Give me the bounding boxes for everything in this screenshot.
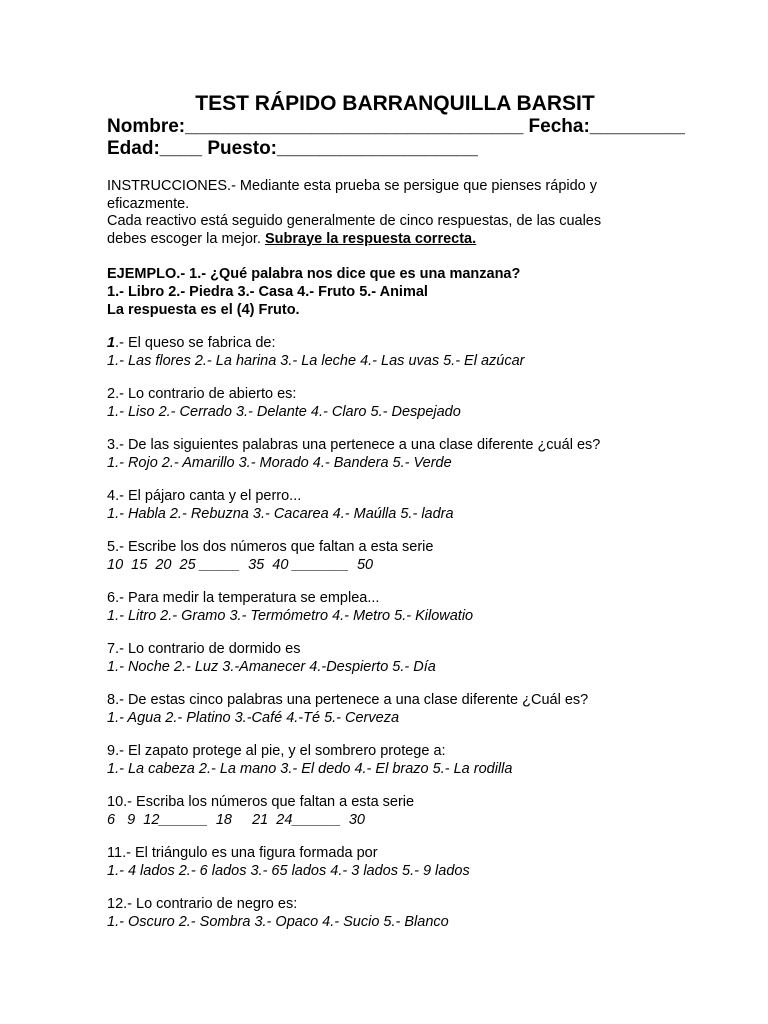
question-prompt: .- El queso se fabrica de: (115, 335, 276, 351)
answer-options[interactable]: 10 15 20 25 _____ 35 40 _______ 50 (107, 556, 374, 573)
instructions-intro: INSTRUCCIONES.- Mediante esta prueba se persigue que pienses rápido y eficazmente. (107, 178, 598, 212)
question-item (107, 335, 727, 370)
question-item (107, 488, 727, 523)
question-list (107, 335, 727, 931)
question-text (107, 590, 727, 608)
answer-options[interactable]: 1.- La cabeza 2.- La mano 3.- El dedo 4.- El brazo 5.- La rodilla (107, 760, 513, 777)
answer-options[interactable]: 1.- Liso 2.- Cerrado 3.- Delante 4.- Claro 5.- Despejado (107, 403, 461, 420)
question-number: 4 (107, 488, 116, 504)
example-question: EJEMPLO.- 1.- ¿Qué palabra nos dice que es una manzana? (107, 266, 521, 282)
question-prompt: .- De las siguientes palabras una pertenece a una clase diferente ¿cuál es? (115, 437, 601, 453)
question-text (107, 896, 727, 914)
example-options: 1.- Libro 2.- Piedra 3.- Casa 4.- Fruto 5.- Animal (107, 284, 428, 300)
question-prompt: .- El zapato protege al pie, y el sombrero protege a: (115, 743, 446, 759)
answer-options[interactable]: 1.- Noche 2.- Luz 3.-Amanecer 4.-Despierto 5.- Día (107, 658, 436, 675)
page-title: TEST RÁPIDO BARRANQUILLA BARSIT (195, 92, 595, 115)
age-position-fields: Edad:____ Puesto:___________________ (107, 138, 478, 159)
example-block (107, 265, 727, 319)
example-answer: La respuesta es el (4) Fruto. (107, 302, 300, 318)
question-text (107, 386, 727, 404)
answer-options[interactable]: 6 9 12______ 18 21 24______ 30 (107, 811, 365, 828)
question-text (107, 692, 727, 710)
answer-options[interactable]: 1.- Agua 2.- Platino 3.-Café 4.-Té 5.- Cerveza (107, 709, 400, 726)
question-prompt: .- Para medir la temperatura se emplea... (115, 590, 380, 606)
question-number: 10 (107, 794, 124, 810)
question-item (107, 590, 727, 625)
question-item (107, 539, 727, 574)
question-number: 3 (107, 437, 116, 453)
question-prompt: .- Escribe los dos números que faltan a esta serie (115, 539, 434, 555)
question-item (107, 743, 727, 778)
question-text (107, 539, 727, 557)
answer-options[interactable]: 1.- Rojo 2.- Amarillo 3.- Morado 4.- Bandera 5.- Verde (107, 454, 452, 471)
question-prompt: .- El pájaro canta y el perro... (115, 488, 302, 504)
question-item (107, 692, 727, 727)
question-text (107, 641, 727, 659)
question-number: 8 (107, 692, 116, 708)
question-text (107, 335, 727, 353)
question-prompt: .- Lo contrario de abierto es: (115, 386, 297, 402)
question-prompt: .- Lo contrario de dormido es (115, 641, 301, 657)
question-text (107, 794, 727, 812)
question-item (107, 437, 727, 472)
question-item (107, 896, 727, 931)
question-number: 7 (107, 641, 116, 657)
instructions-detail (107, 213, 627, 248)
question-item (107, 794, 727, 829)
question-number: 6 (107, 590, 116, 606)
answer-options[interactable]: 1.- Oscuro 2.- Sombra 3.- Opaco 4.- Sucio 5.- Blanco (107, 913, 449, 930)
question-number: 11 (107, 845, 123, 861)
question-number: 2 (107, 386, 116, 402)
answer-options[interactable]: 1.- 4 lados 2.- 6 lados 3.- 65 lados 4.- 3 lados 5.- 9 lados (107, 862, 470, 879)
answer-options[interactable]: 1.- Litro 2.- Gramo 3.- Termómetro 4.- Metro 5.- Kilowatio (107, 607, 474, 624)
question-item (107, 845, 727, 880)
question-number: 1 (107, 335, 116, 351)
answer-options[interactable]: 1.- Habla 2.- Rebuzna 3.- Cacarea 4.- Maúlla 5.- ladra (107, 505, 454, 522)
question-item (107, 386, 727, 421)
question-item (107, 641, 727, 676)
question-text (107, 743, 727, 761)
question-text (107, 845, 727, 863)
answer-options[interactable]: 1.- Las flores 2.- La harina 3.- La leche 4.- Las uvas 5.- El azúcar (107, 352, 525, 369)
question-number: 5 (107, 539, 116, 555)
question-text (107, 437, 727, 455)
instructions (107, 178, 627, 248)
question-prompt: .- El triángulo es una figura formada por (122, 845, 378, 861)
question-prompt: .- Lo contrario de negro es: (123, 896, 298, 912)
instructions-emphasis: Subraye la respuesta correcta. (264, 230, 477, 247)
question-number: 9 (107, 743, 116, 759)
name-date-fields: Nombre:________________________________ Fecha:_________ (107, 116, 685, 137)
question-prompt: .- De estas cinco palabras una pertenece a una clase diferente ¿Cuál es? (115, 692, 589, 708)
instructions-detail-text: Cada reactivo está seguido generalmente de cinco respuestas, de las cuales debes escoger la mejor. (107, 213, 602, 247)
question-prompt: .- Escriba los números que faltan a esta serie (123, 794, 415, 810)
question-number: 12 (107, 896, 124, 912)
document-page (107, 92, 727, 931)
question-text (107, 488, 727, 506)
